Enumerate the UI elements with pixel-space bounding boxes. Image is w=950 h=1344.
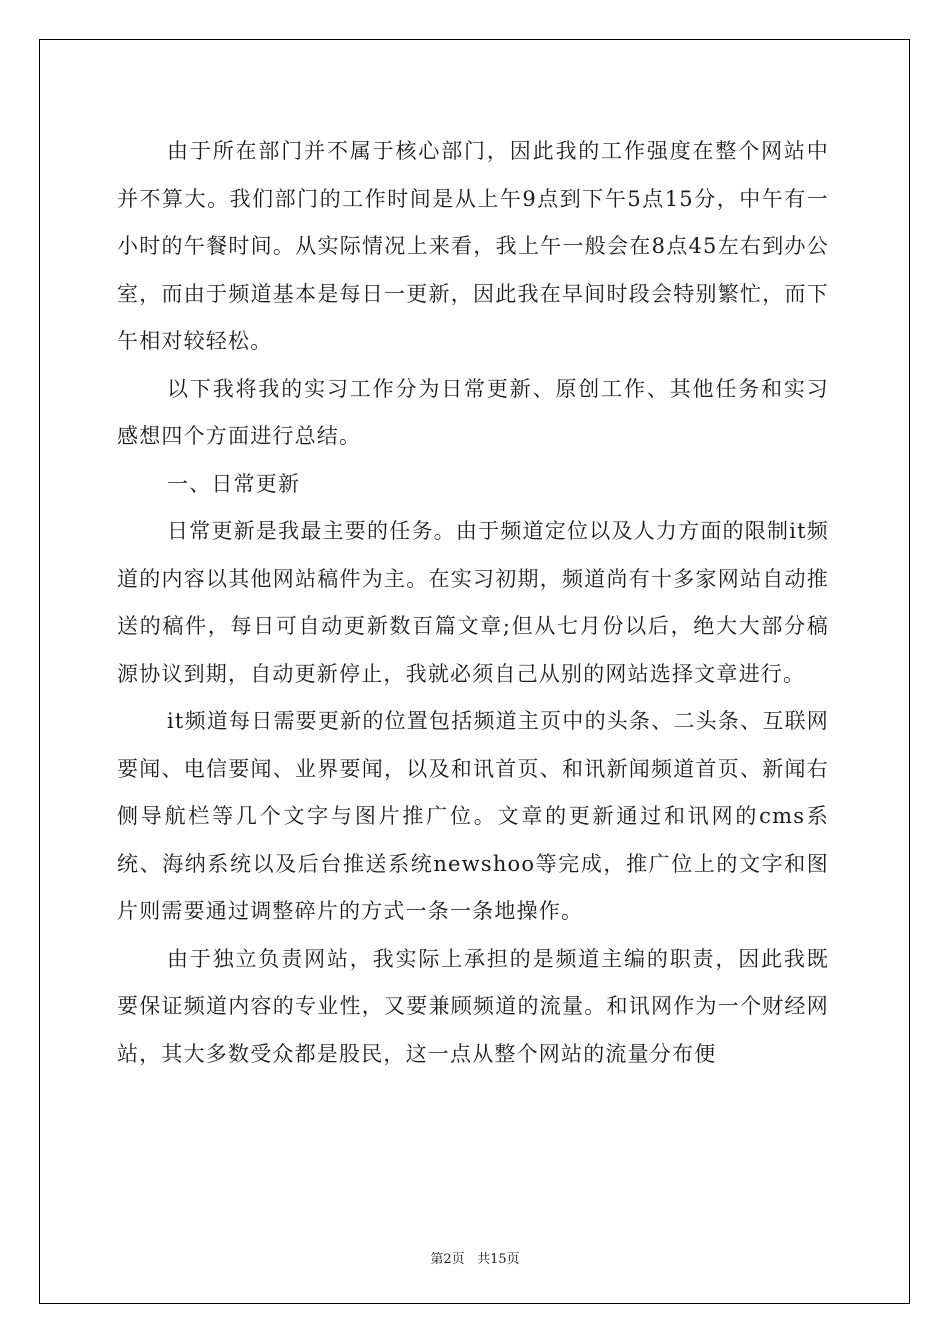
page-footer	[0, 1248, 950, 1267]
section-heading-daily-update: 一、日常更新	[167, 471, 301, 496]
page-number: 第2页	[430, 1252, 465, 1267]
paragraph-work-hours: 由于所在部门并不属于核心部门，因此我的工作强度在整个网站中并不算大。我们部门的工作时间是从上午9点到下午5点15分，中午有一小时的午餐时间。从实际情况上来看，我上午一般会在8点45左右到办公室，而由于频道基本是每日一更新，因此我在早间时段会特别繁忙，而下午相对较轻松。	[117, 139, 829, 353]
document-body	[117, 128, 829, 1078]
paragraph-update-positions: it频道每日需要更新的位置包括频道主页中的头条、二头条、互联网要闻、电信要闻、业界要闻，以及和讯首页、和讯新闻频道首页、新闻右侧导航栏等几个文字与图片推广位。文章的更新通过和讯网的cms系统、海纳系统以及后台推送系统newshoo等完成，推广位上的文字和图片则需要通过调整碎片的方式一条一条地操作。	[117, 709, 829, 923]
paragraph-daily-update: 日常更新是我最主要的任务。由于频道定位以及人力方面的限制it频道的内容以其他网站稿件为主。在实习初期，频道尚有十多家网站自动推送的稿件，每日可自动更新数百篇文章;但从七月份以后，绝大大部分稿源协议到期，自动更新停止，我就必须自己从别的网站选择文章进行。	[117, 519, 829, 686]
paragraph-summary-intro: 以下我将我的实习工作分为日常更新、原创工作、其他任务和实习感想四个方面进行总结。	[117, 376, 829, 448]
paragraph-editor-role: 由于独立负责网站，我实际上承担的是频道主编的职责，因此我既要保证频道内容的专业性，又要兼顾频道的流量。和讯网作为一个财经网站，其大多数受众都是股民，这一点从整个网站的流量分布便	[117, 946, 829, 1066]
page-total: 共15页	[477, 1252, 520, 1267]
